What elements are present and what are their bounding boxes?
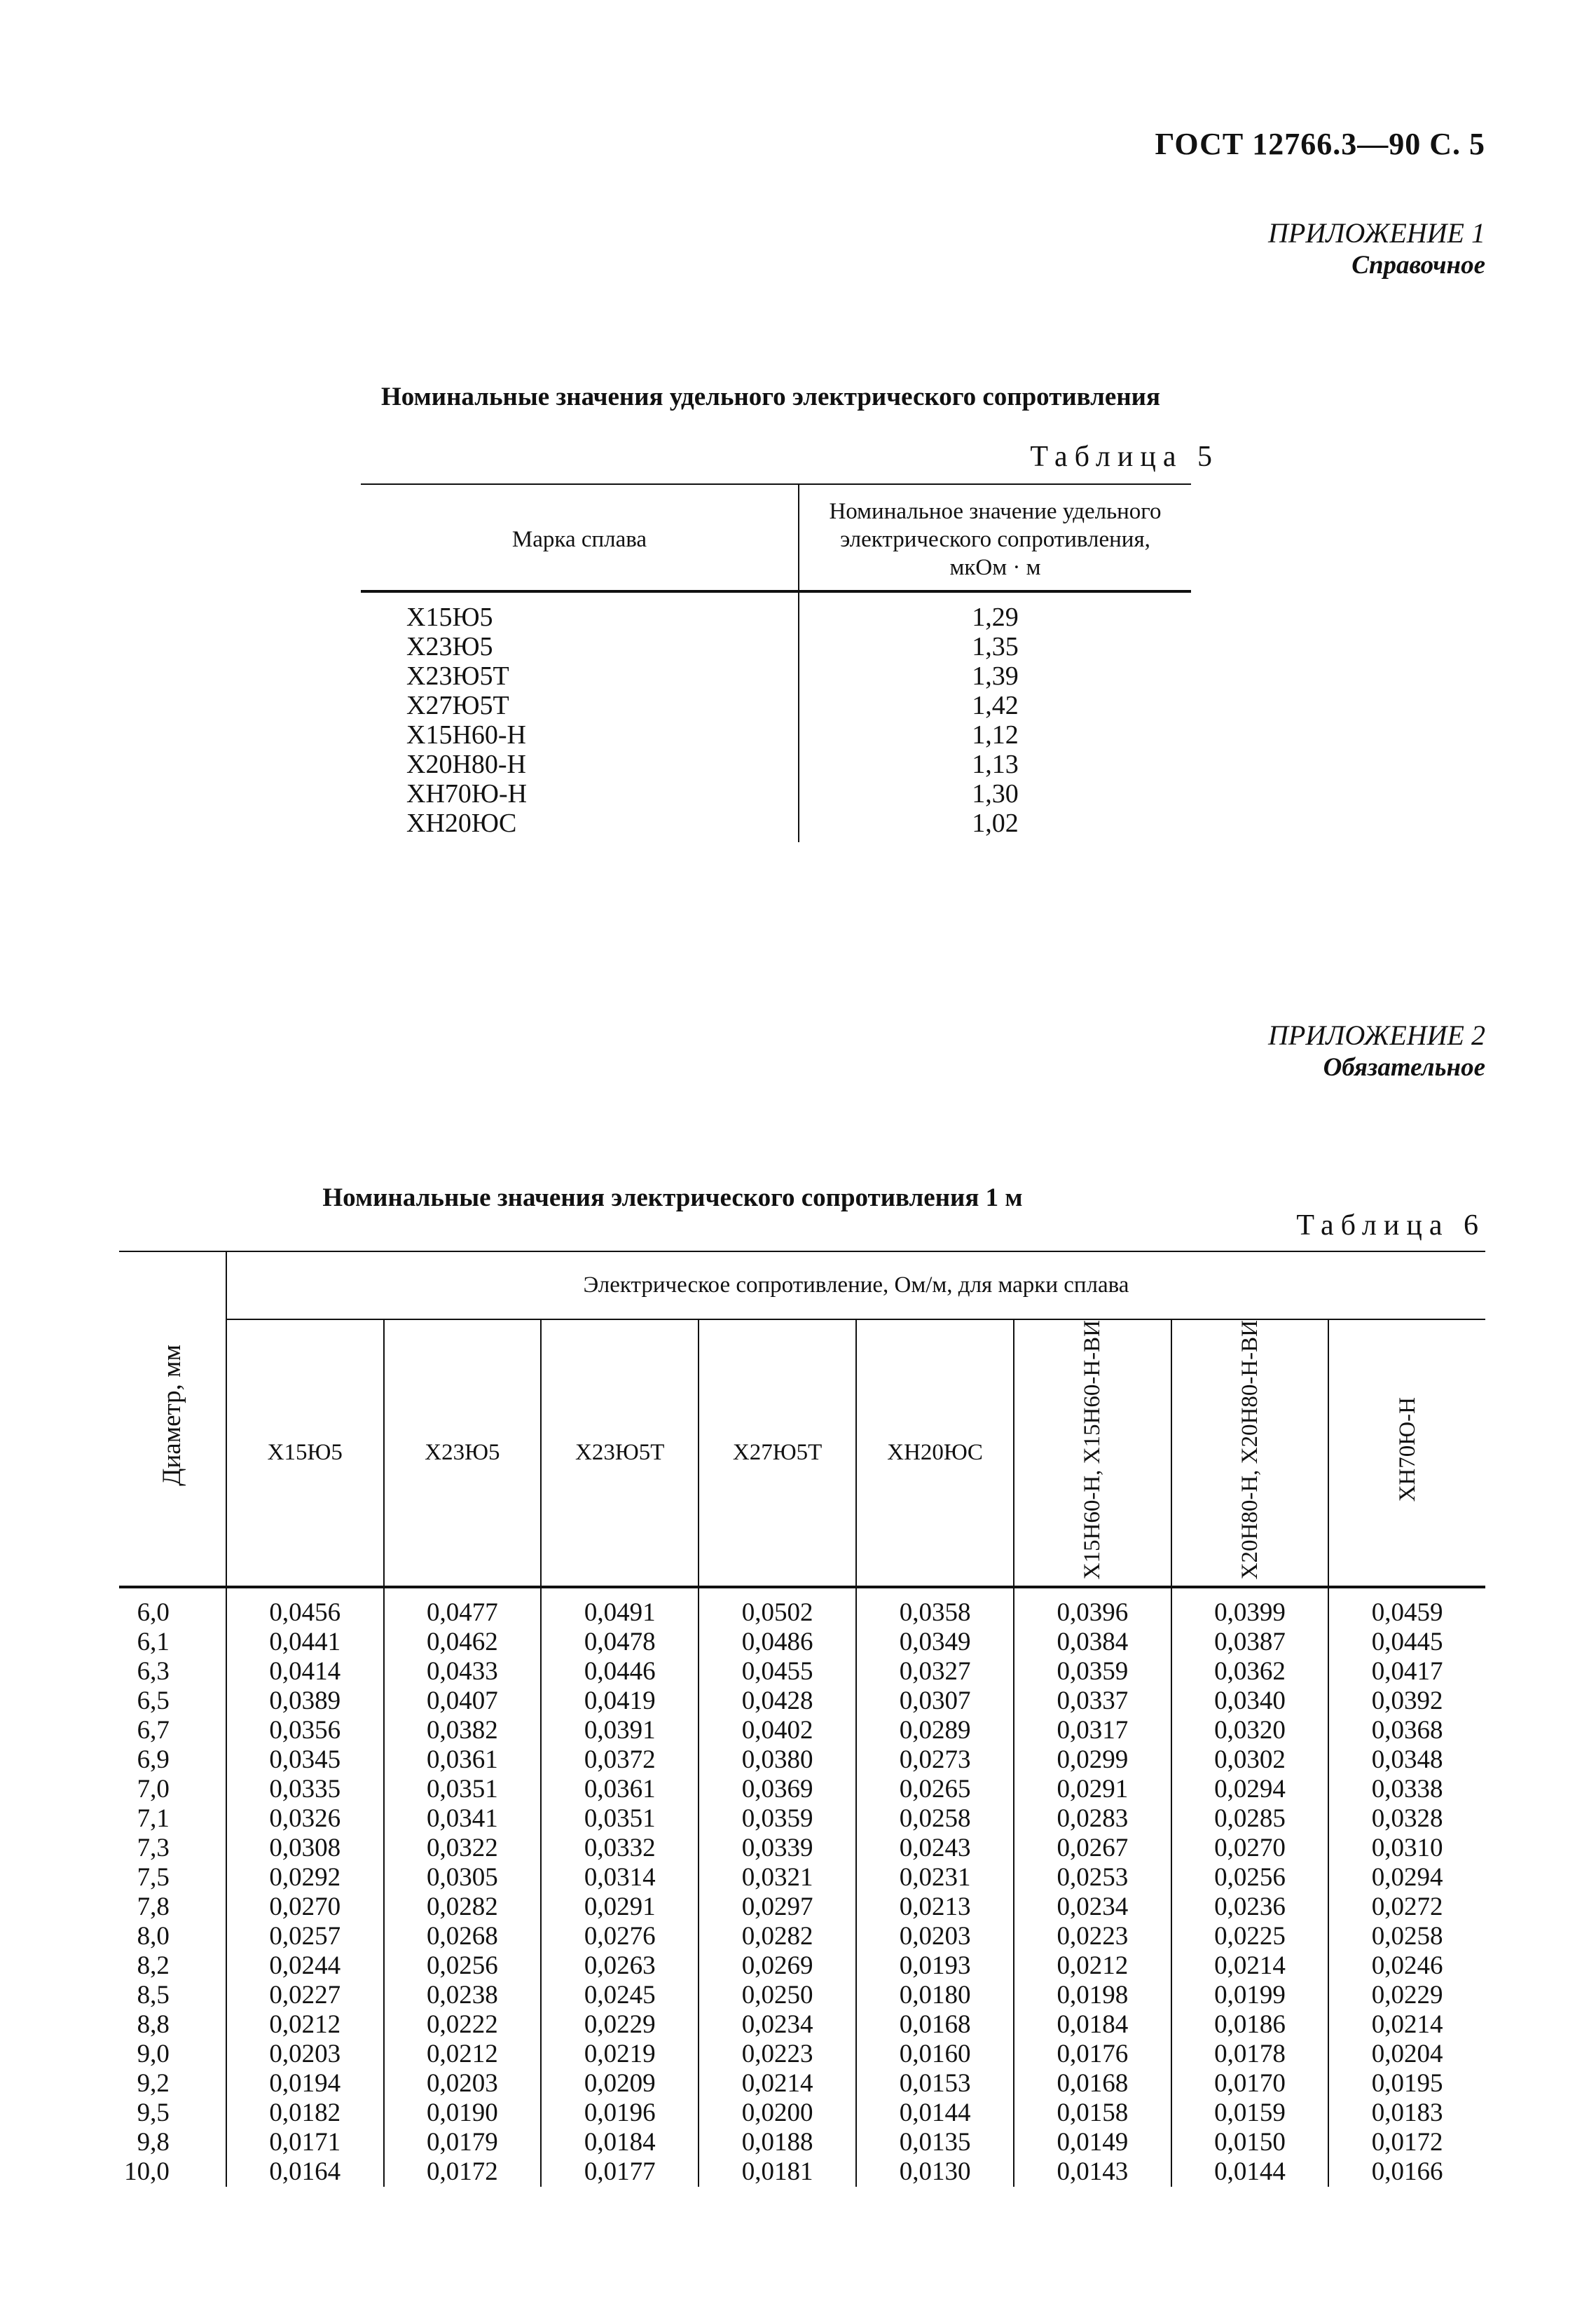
table6-cell-diameter: 9,0 [119,2040,226,2069]
table5-row [361,661,1191,691]
table6-cell-resistance: 0,0387 [1171,1628,1329,1657]
table6-cell-resistance: 0,0214 [699,2069,856,2098]
table6-cell-resistance: 0,0361 [384,1745,542,1775]
table6-cell-resistance: 0,0321 [699,1863,856,1892]
table6-cell-resistance: 0,0459 [1371,1598,1443,1628]
table6-cell-resistance: 0,0456 [226,1587,384,1628]
table6-cell-resistance: 0,0180 [856,1981,1014,2010]
table6-cell-resistance: 0,0307 [856,1686,1014,1716]
table6-cell-resistance: 0,0234 [1014,1892,1171,1922]
table6-cell-diameter: 7,3 [119,1834,226,1863]
table6-cell-resistance: 0,0270 [226,1892,384,1922]
table6-cell-resistance: 0,0491 [541,1587,699,1628]
table6-cell-resistance: 0,0245 [541,1981,699,2010]
table5-cell-value: 1,35 [972,632,1019,661]
table6-cell-resistance: 0,0184 [541,2128,699,2157]
table6-cell-resistance: 0,0182 [226,2098,384,2128]
table6-cell-resistance: 0,0166 [1371,2157,1443,2187]
table6-row [119,1716,1485,1745]
table6-cell-resistance: 0,0198 [1014,1981,1171,2010]
table6-cell-resistance: 0,0372 [541,1745,699,1775]
table6-cell-resistance: 0,0213 [856,1892,1014,1922]
table6-cell-resistance: 0,0477 [384,1587,542,1628]
table5 [361,483,1191,842]
table6-cell-resistance: 0,0282 [699,1922,856,1951]
table6-cell-resistance: 0,0392 [1371,1686,1443,1716]
table6-cell-resistance: 0,0164 [226,2157,384,2187]
table5-cell-value: 1,30 [972,779,1019,809]
table6-cell-resistance: 0,0317 [1014,1716,1171,1745]
table6-cell-resistance: 0,0194 [226,2069,384,2098]
table6-cell-resistance: 0,0407 [384,1686,542,1716]
table6-cell-resistance: 0,0337 [1014,1686,1171,1716]
table6-cell-resistance: 0,0382 [384,1716,542,1745]
appendix-2 [1051,1019,1485,1084]
table6-cell-resistance: 0,0291 [1014,1775,1171,1804]
table6-cell-resistance: 0,0358 [856,1587,1014,1628]
table6-cell-diameter: 6,7 [119,1716,226,1745]
table6-cell-resistance: 0,0384 [1014,1628,1171,1657]
table6-alloy-header [1328,1319,1485,1587]
table6-cell-resistance: 0,0144 [1171,2157,1329,2187]
table6-row [119,2098,1485,2128]
table5-cell-alloy: ХН20ЮС [361,809,799,842]
table6-row [119,1922,1485,1951]
table6-cell-resistance: 0,0462 [384,1628,542,1657]
appendix-2-note: Обязательное [1323,1053,1485,1082]
table6-alloy-header-label: Х15Н60-Н, Х15Н60-Н-ВИ [1080,1320,1106,1580]
table6-cell-resistance: 0,0294 [1171,1775,1329,1804]
table6-cell-resistance: 0,0348 [1371,1745,1443,1775]
table5-row [361,779,1191,809]
table6-cell-diameter: 8,0 [119,1922,226,1951]
table6-cell-resistance: 0,0417 [1371,1657,1443,1686]
table6-cell-resistance: 0,0258 [1371,1922,1443,1951]
table6-cell-diameter: 7,8 [119,1892,226,1922]
table6-cell-resistance: 0,0402 [699,1716,856,1745]
table6-cell-resistance: 0,0209 [541,2069,699,2098]
table6-cell-resistance: 0,0341 [384,1804,542,1834]
table6-cell-resistance: 0,0203 [856,1922,1014,1951]
table6-row [119,1981,1485,2010]
table6-cell-resistance: 0,0143 [1014,2157,1171,2187]
table6-row [119,1628,1485,1657]
table6-row [119,1686,1485,1716]
table5-col-alloy: Марка сплава [361,484,799,591]
table6-cell-diameter: 10,0 [119,2157,226,2187]
table6-cell-resistance: 0,0184 [1014,2010,1171,2040]
table5-caption: Номинальные значения удельного электрического сопротивления [380,383,1161,411]
table6-row [119,2157,1485,2187]
table6-cell-resistance: 0,0283 [1014,1804,1171,1834]
table6-cell-resistance: 0,0328 [1371,1804,1443,1834]
table6-cell-resistance: 0,0332 [541,1834,699,1863]
table6-cell-diameter: 9,8 [119,2128,226,2157]
table6-cell-resistance: 0,0351 [541,1804,699,1834]
table6-cell-resistance: 0,0276 [541,1922,699,1951]
table6-cell-resistance: 0,0223 [699,2040,856,2069]
table6-cell-resistance: 0,0339 [699,1834,856,1863]
table6-cell-resistance: 0,0246 [1371,1951,1443,1981]
table6-cell-resistance: 0,0196 [541,2098,699,2128]
table6-cell-resistance: 0,0212 [1014,1951,1171,1981]
table6-cell-resistance: 0,0368 [1371,1716,1443,1745]
table6-cell-resistance: 0,0253 [1014,1863,1171,1892]
table6-cell-resistance: 0,0203 [226,2040,384,2069]
table6-cell-diameter: 6,9 [119,1745,226,1775]
table6-cell-resistance: 0,0212 [384,2040,542,2069]
table6-cell-diameter: 9,5 [119,2098,226,2128]
table6-cell-resistance: 0,0340 [1171,1686,1329,1716]
table6-cell-diameter: 8,2 [119,1951,226,1981]
table6-cell-resistance: 0,0223 [1014,1922,1171,1951]
table6-cell-resistance: 0,0153 [856,2069,1014,2098]
table6-row [119,1804,1485,1834]
table6-cell-resistance: 0,0310 [1371,1834,1443,1863]
table6-cell-diameter: 6,1 [119,1628,226,1657]
table6-row [119,1745,1485,1775]
table6-cell-resistance: 0,0243 [856,1834,1014,1863]
table6-cell-resistance: 0,0478 [541,1628,699,1657]
table6-cell-resistance: 0,0302 [1171,1745,1329,1775]
table6-cell-resistance: 0,0502 [699,1587,856,1628]
table6-row [119,2069,1485,2098]
table6-cell-resistance: 0,0361 [541,1775,699,1804]
table6-row [119,1892,1485,1922]
table6-cell-resistance: 0,0168 [1014,2069,1171,2098]
table5-cell-value: 1,29 [972,603,1019,632]
table6-cell-resistance: 0,0359 [699,1804,856,1834]
table6-cell-resistance: 0,0419 [541,1686,699,1716]
table6-row [119,2040,1485,2069]
table6-cell-resistance: 0,0265 [856,1775,1014,1804]
table6-row [119,1587,1485,1628]
table6-row [119,1863,1485,1892]
table6-cell-resistance: 0,0455 [699,1657,856,1686]
table5-cell-alloy: ХН70Ю-Н [361,779,799,809]
table6-group-header: Электрическое сопротивление, Ом/м, для марки сплава [226,1251,1485,1319]
table6-cell-diameter: 6,3 [119,1657,226,1686]
table6-cell-resistance: 0,0369 [699,1775,856,1804]
table5-cell-value: 1,02 [972,809,1019,838]
table6-cell-resistance: 0,0282 [384,1892,542,1922]
table6-cell-resistance: 0,0236 [1171,1892,1329,1922]
table6-cell-resistance: 0,0193 [856,1951,1014,1981]
table6-cell-resistance: 0,0391 [541,1716,699,1745]
table5-cell-alloy: Х23Ю5 [361,632,799,661]
table6-cell-resistance: 0,0170 [1171,2069,1329,2098]
table6-alloy-header: Х27Ю5Т [699,1319,856,1587]
table6-cell-resistance: 0,0256 [1171,1863,1329,1892]
table6-body [119,1587,1485,2187]
table6-cell-resistance: 0,0446 [541,1657,699,1686]
table6-row [119,1657,1485,1686]
table6-cell-resistance: 0,0320 [1171,1716,1329,1745]
table6-alloy-header: Х23Ю5Т [541,1319,699,1587]
table6-alloy-header-row [119,1319,1485,1587]
appendix-1-note: Справочное [1351,251,1485,280]
table6-diameter-header: Диаметр, мм [119,1251,226,1587]
table6-cell-resistance: 0,0229 [1371,1981,1443,2010]
table6-cell-resistance: 0,0234 [699,2010,856,2040]
table6-cell-diameter: 6,0 [119,1587,226,1628]
table5-row [361,809,1191,842]
table6-cell-resistance: 0,0399 [1171,1587,1329,1628]
table6-cell-resistance: 0,0135 [856,2128,1014,2157]
table6-cell-resistance: 0,0285 [1171,1804,1329,1834]
table6-cell-resistance: 0,0130 [856,2157,1014,2187]
table5-cell-alloy: Х15Ю5 [361,591,799,632]
table6-cell-resistance: 0,0273 [856,1745,1014,1775]
table6-cell-resistance: 0,0433 [384,1657,542,1686]
table6-cell-resistance: 0,0250 [699,1981,856,2010]
table6-cell-resistance: 0,0229 [541,2010,699,2040]
table6-cell-resistance: 0,0244 [226,1951,384,1981]
table6-cell-resistance: 0,0351 [384,1775,542,1804]
table6-cell-resistance: 0,0168 [856,2010,1014,2040]
table6-row [119,1834,1485,1863]
table6-cell-resistance: 0,0214 [1171,1951,1329,1981]
table6-alloy-header [1014,1319,1171,1587]
table6-row [119,2128,1485,2157]
table6-cell-resistance: 0,0225 [1171,1922,1329,1951]
table5-cell-alloy: Х23Ю5Т [361,661,799,691]
table6-cell-diameter: 8,5 [119,1981,226,2010]
table6-cell-resistance: 0,0327 [856,1657,1014,1686]
table6-cell-diameter: 7,0 [119,1775,226,1804]
table6-cell-resistance: 0,0190 [384,2098,542,2128]
table6-cell-resistance: 0,0486 [699,1628,856,1657]
table6-alloy-header: Х23Ю5 [384,1319,542,1587]
table6-cell-resistance: 0,0299 [1014,1745,1171,1775]
table6 [119,1251,1485,2187]
table6-cell-resistance: 0,0176 [1014,2040,1171,2069]
table5-row [361,691,1191,720]
table6-cell-resistance: 0,0414 [226,1657,384,1686]
table6-cell-diameter: 7,1 [119,1804,226,1834]
table6-cell-resistance: 0,0308 [226,1834,384,1863]
table6-cell-resistance: 0,0268 [384,1922,542,1951]
table6-cell-resistance: 0,0270 [1171,1834,1329,1863]
table6-cell-resistance: 0,0294 [1371,1863,1443,1892]
table6-cell-resistance: 0,0238 [384,1981,542,2010]
table5-cell-value: 1,12 [972,720,1019,750]
table6-alloy-header-label: ХН70Ю-Н [1394,1397,1420,1502]
appendix-1-title: ПРИЛОЖЕНИЕ 1 [1268,217,1485,249]
table6-cell-diameter: 8,8 [119,2010,226,2040]
table6-cell-resistance: 0,0203 [384,2069,542,2098]
table6-cell-resistance: 0,0297 [699,1892,856,1922]
table6-cell-resistance: 0,0289 [856,1716,1014,1745]
table5-row [361,591,1191,632]
table6-row [119,2010,1485,2040]
table6-caption: Номинальные значения электрического сопротивления 1 м [322,1183,1023,1212]
table6-cell-resistance: 0,0349 [856,1628,1014,1657]
table6-cell-resistance: 0,0204 [1371,2040,1443,2069]
table6-cell-resistance: 0,0305 [384,1863,542,1892]
table5-cell-value: 1,39 [972,661,1019,691]
table6-cell-resistance: 0,0380 [699,1745,856,1775]
table6-row [119,1951,1485,1981]
table6-cell-resistance: 0,0272 [1371,1892,1443,1922]
document-header: ГОСТ 12766.3—90 С. 5 [1155,127,1485,161]
table6-alloy-header: Х15Ю5 [226,1319,384,1587]
table6-cell-resistance: 0,0356 [226,1716,384,1745]
table6-cell-resistance: 0,0172 [1371,2128,1443,2157]
table6-cell-resistance: 0,0256 [384,1951,542,1981]
table6-cell-resistance: 0,0160 [856,2040,1014,2069]
table6-cell-diameter: 6,5 [119,1686,226,1716]
appendix-1 [1051,217,1485,282]
table6-cell-resistance: 0,0257 [226,1922,384,1951]
table6-cell-resistance: 0,0227 [226,1981,384,2010]
table6-cell-resistance: 0,0158 [1014,2098,1171,2128]
table6-cell-diameter: 9,2 [119,2069,226,2098]
table6-cell-resistance: 0,0314 [541,1863,699,1892]
table6-cell-resistance: 0,0171 [226,2128,384,2157]
table6-cell-resistance: 0,0178 [1171,2040,1329,2069]
table5-row [361,750,1191,779]
table6-cell-resistance: 0,0322 [384,1834,542,1863]
table5-label: Таблица 5 [1030,441,1219,473]
table6-cell-resistance: 0,0335 [226,1775,384,1804]
table6-alloy-header [1171,1319,1329,1587]
table6-cell-resistance: 0,0441 [226,1628,384,1657]
table6-cell-resistance: 0,0396 [1014,1587,1171,1628]
table6-cell-resistance: 0,0291 [541,1892,699,1922]
table6-cell-resistance: 0,0188 [699,2128,856,2157]
table6-cell-resistance: 0,0292 [226,1863,384,1892]
table6-cell-resistance: 0,0186 [1171,2010,1329,2040]
table6-cell-resistance: 0,0200 [699,2098,856,2128]
table5-body [361,591,1191,842]
table5-cell-value: 1,13 [972,750,1019,779]
table6-cell-resistance: 0,0183 [1371,2098,1443,2128]
table6-cell-resistance: 0,0212 [226,2010,384,2040]
table5-row [361,720,1191,750]
table6-cell-resistance: 0,0269 [699,1951,856,1981]
table6-cell-resistance: 0,0389 [226,1686,384,1716]
table6-cell-resistance: 0,0219 [541,2040,699,2069]
table6-cell-resistance: 0,0338 [1371,1775,1443,1804]
table5-col-resistivity: Номинальное значение удельного электрического сопротивления, мкОм · м [829,499,1162,580]
table6-cell-resistance: 0,0177 [541,2157,699,2187]
table6-cell-resistance: 0,0195 [1371,2069,1443,2098]
table6-cell-resistance: 0,0258 [856,1804,1014,1834]
table6-label: Таблица 6 [1296,1209,1485,1242]
table6-cell-resistance: 0,0179 [384,2128,542,2157]
table6-cell-resistance: 0,0222 [384,2010,542,2040]
table6-cell-resistance: 0,0445 [1371,1628,1443,1657]
table6-cell-resistance: 0,0263 [541,1951,699,1981]
table6-cell-resistance: 0,0159 [1171,2098,1329,2128]
table6-cell-resistance: 0,0172 [384,2157,542,2187]
table6-cell-resistance: 0,0345 [226,1745,384,1775]
table5-cell-alloy: Х15Н60-Н [361,720,799,750]
table5-cell-alloy: Х27Ю5Т [361,691,799,720]
table5-cell-alloy: Х20Н80-Н [361,750,799,779]
table6-alloy-header: ХН20ЮС [856,1319,1014,1587]
table6-cell-resistance: 0,0144 [856,2098,1014,2128]
table6-cell-resistance: 0,0150 [1171,2128,1329,2157]
table6-cell-resistance: 0,0149 [1014,2128,1171,2157]
table6-cell-diameter: 7,5 [119,1863,226,1892]
table6-cell-resistance: 0,0199 [1171,1981,1329,2010]
table6-cell-resistance: 0,0231 [856,1863,1014,1892]
table5-row [361,632,1191,661]
table6-cell-resistance: 0,0267 [1014,1834,1171,1863]
table6-cell-resistance: 0,0362 [1171,1657,1329,1686]
appendix-2-title: ПРИЛОЖЕНИЕ 2 [1268,1019,1485,1051]
table6-cell-resistance: 0,0181 [699,2157,856,2187]
table6-alloy-header-label: Х20Н80-Н, Х20Н80-Н-ВИ [1237,1320,1263,1580]
table5-cell-value: 1,42 [972,691,1019,720]
table6-cell-resistance: 0,0359 [1014,1657,1171,1686]
table6-row [119,1775,1485,1804]
table6-cell-resistance: 0,0428 [699,1686,856,1716]
table6-cell-resistance: 0,0214 [1371,2010,1443,2040]
table6-cell-resistance: 0,0326 [226,1804,384,1834]
